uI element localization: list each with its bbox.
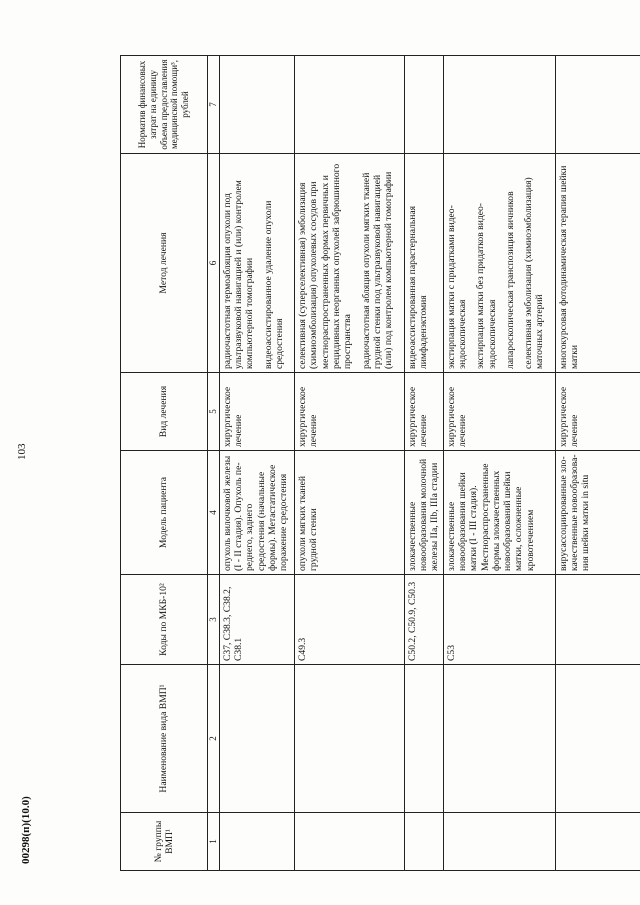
method-item: селективная (суперселективная) эмболизация (химиоэмболизация) опухолевых сосудов при местнораспространенных формах первичных и рецидивных неорганных опухолей забрюшинного пространства (297, 163, 354, 369)
table-row (443, 56, 555, 871)
column-number: 6 (208, 154, 220, 373)
method-item: радиочастотная абляция опухоли мягких тканей грудной стенки под ультразвуковой навигацией (или) под контролем компьютерной томографии (360, 171, 395, 369)
method-item: экстирпация матки без придатков видеоэндоскопическая (475, 203, 498, 369)
rotated-content (120, 45, 620, 885)
column-number: 1 (208, 813, 220, 871)
vmp-type-cell (443, 665, 555, 813)
method-item: экстирпация матки с придатками видеоэндоскопическая (445, 205, 468, 369)
icd-code-cell (555, 575, 640, 665)
column-number: 4 (208, 451, 220, 575)
treatment-type-cell: хирургическое лечение (404, 373, 443, 451)
patient-model-cell: злокачественные новообразования молочной железы IIa, IIb, IIIa стадии (404, 451, 443, 575)
treatment-method-cell (555, 154, 640, 373)
icd-code-cell: C50.2, C50.9, C50.3 (404, 575, 443, 665)
treatment-type-cell: хирургическое лечение (219, 373, 295, 451)
financial-norm-cell (555, 56, 640, 154)
table-row (404, 56, 443, 871)
icd-code-cell: C49.3 (295, 575, 405, 665)
method-item: радиочастотная термоабляция опухоли под ультразвуковой навигацией и (или) контролем компьютерной томографии (221, 180, 256, 369)
table-row (555, 56, 640, 871)
table-row (295, 56, 405, 871)
header-icd-codes: Коды по МКБ-10² (121, 575, 208, 665)
method-item: видеоассистированная парастернальная лимфаденэктомия (406, 205, 429, 369)
financial-norm-cell (295, 56, 405, 154)
vmp-type-cell (555, 665, 640, 813)
patient-model-cell: злокачественные новообразования шейки матки (I - III стадия). Местнораспространенные формы злокачественных новообразований шейки матки, осложненные кровотечением (443, 451, 555, 575)
patient-model-cell: вирусассоциированные злокачественные новообразования шейки матки in situ (555, 451, 640, 575)
method-item: лапароскопическая транспозиция яичников (504, 191, 516, 369)
group-cell (555, 813, 640, 871)
header-patient-model: Модель пациента (121, 451, 208, 575)
financial-norm-cell (219, 56, 295, 154)
header-treatment-method: Метод лечения (121, 154, 208, 373)
column-number: 7 (208, 56, 220, 154)
treatment-type-cell: хирургическое лечение (443, 373, 555, 451)
group-cell (219, 813, 295, 871)
column-number: 3 (208, 575, 220, 665)
header-vmp-type: Наименование вида ВМП¹ (121, 665, 208, 813)
icd-code-cell: C53 (443, 575, 555, 665)
patient-model-cell: опухоль вилочковой железы (I - II стадия). Опухоль переднего, заднего средостения (начальные формы). Метастатическое поражение средостения (219, 451, 295, 575)
column-number: 5 (208, 373, 220, 451)
table-header-row (121, 56, 208, 871)
vmp-type-cell (404, 665, 443, 813)
header-group-number: № группы ВМП¹ (121, 813, 208, 871)
method-item: многокурсовая фотодинамическая терапия шейки матки (557, 165, 581, 369)
method-item: селективная эмболизация (химиоэмболизация) маточных артерий (523, 177, 546, 369)
header-treatment-type: Вид лечения (121, 373, 208, 451)
group-cell (295, 813, 405, 871)
treatment-method-cell (443, 154, 555, 373)
footer-code: 00298(п)(10.0) (20, 796, 32, 864)
icd-code-cell: C37, C38.3, C38.2, C38.1 (219, 575, 295, 665)
method-item: видеоассистированное удаление опухоли средостения (262, 200, 285, 369)
page-number: 103 (16, 443, 28, 460)
header-financial-norm: Норматив финансовых затрат на единицу объема предоставления медицинской помощи³, рублей (121, 56, 208, 154)
column-number: 2 (208, 665, 220, 813)
column-number-row (208, 56, 220, 871)
page-number-box (14, 436, 36, 466)
vmp-table (120, 55, 640, 871)
treatment-method-cell (295, 154, 405, 373)
treatment-method-cell (404, 154, 443, 373)
treatment-type-cell: хирургическое лечение (295, 373, 405, 451)
group-cell (443, 813, 555, 871)
vmp-type-cell (295, 665, 405, 813)
financial-norm-cell (443, 56, 555, 154)
treatment-method-cell (219, 154, 295, 373)
patient-model-cell: опухоли мягких тканей грудной стенки (295, 451, 405, 575)
vmp-type-cell (219, 665, 295, 813)
group-cell (404, 813, 443, 871)
treatment-type-cell: хирургическое лечение (555, 373, 640, 451)
financial-norm-cell (404, 56, 443, 154)
table-row (219, 56, 295, 871)
